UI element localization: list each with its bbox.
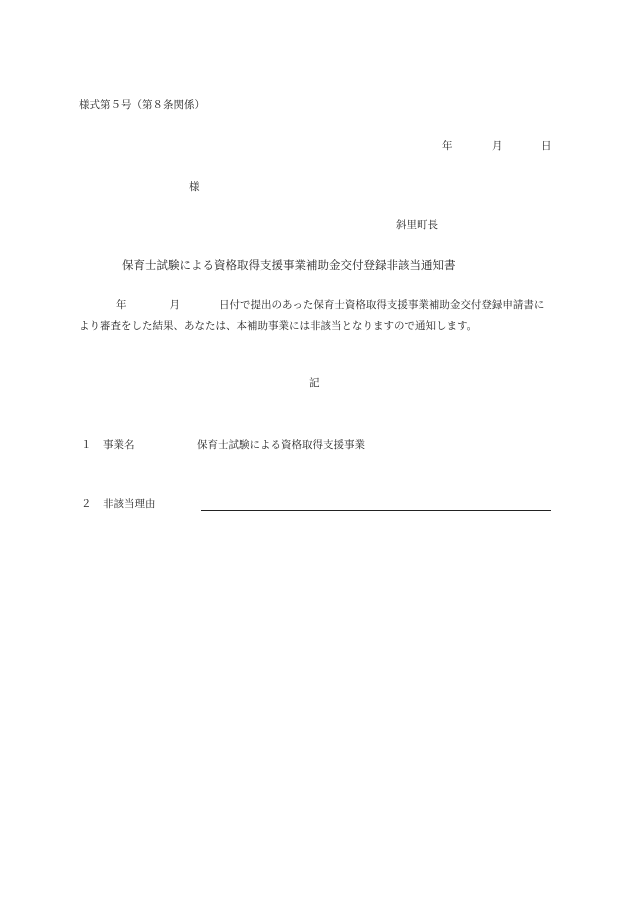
date-day-label: 日 [541, 140, 552, 152]
date-year-label: 年 [442, 140, 453, 152]
body-month-label: 月 [169, 299, 180, 311]
date-month-label: 月 [492, 140, 503, 152]
body-paragraph [79, 295, 554, 337]
addressee-suffix: 様 [189, 181, 200, 193]
ki-heading: 記 [309, 377, 320, 389]
item-label-reason: 非該当理由 [103, 498, 156, 510]
item-value-project-name: 保育士試験による資格取得支援事業 [197, 439, 365, 451]
document-title: 保育士試験による資格取得支援事業補助金交付登録非該当通知書 [122, 258, 456, 272]
body-year-label: 年 [116, 299, 127, 311]
issuer-name: 斜里町長 [396, 219, 438, 231]
item-number: ２ [81, 498, 92, 510]
reason-underline [201, 510, 551, 511]
body-text: 日付で提出のあった保育士資格取得支援事業補助金交付登録申請書により審査をした結果、あなたは、本補助事業には非該当となりますので通知します。 [79, 299, 545, 332]
form-number: 様式第５号（第８条関係） [79, 99, 205, 111]
item-label-project-name: 事業名 [103, 439, 135, 451]
item-number: １ [81, 439, 92, 451]
